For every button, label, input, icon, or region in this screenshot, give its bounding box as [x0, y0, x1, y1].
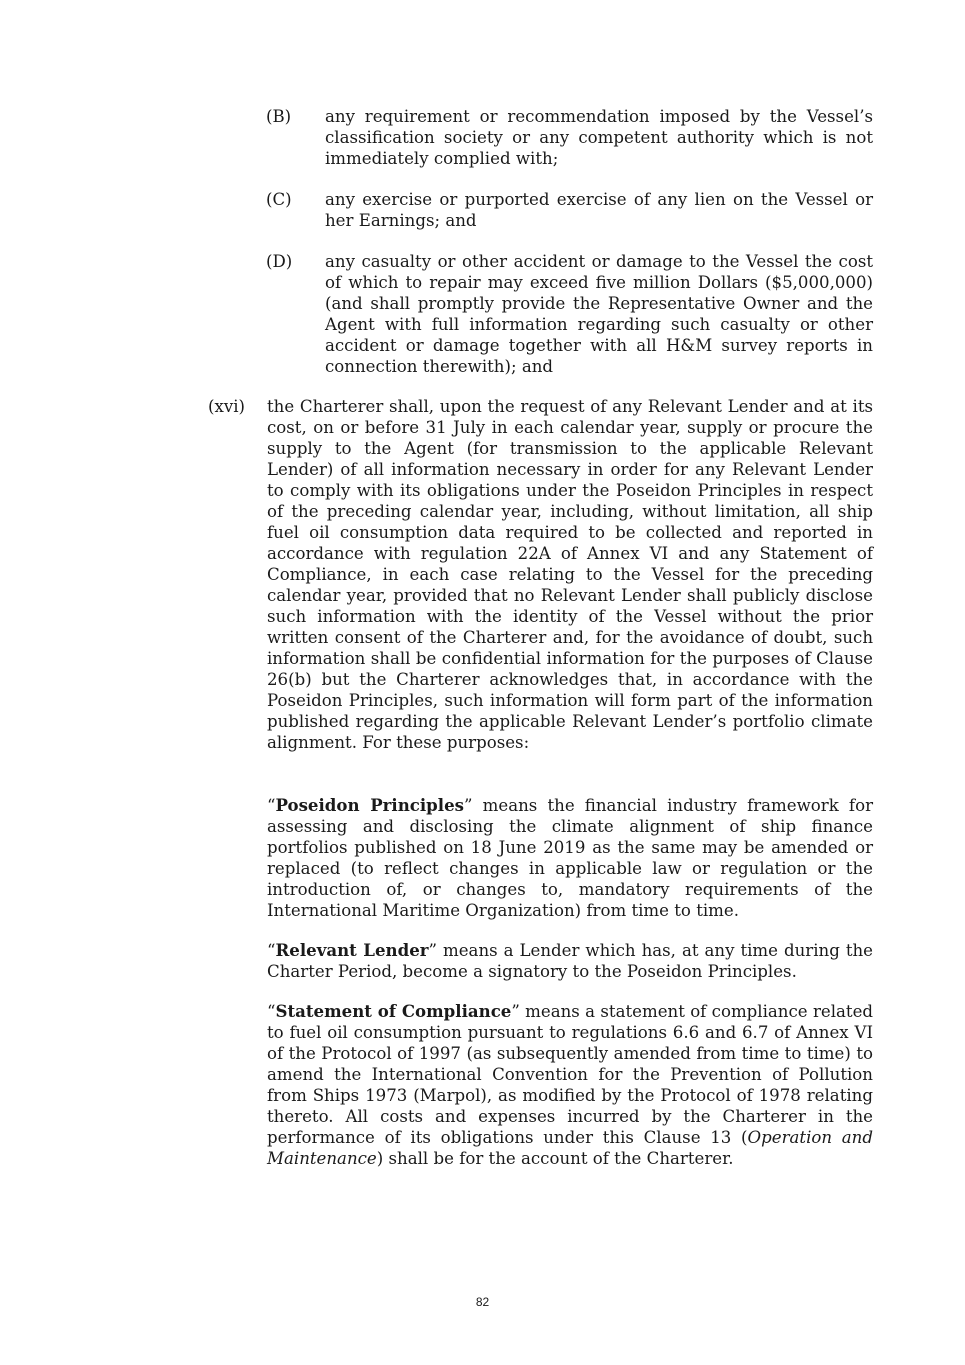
defined-term: Statement of Compliance: [275, 1001, 512, 1021]
close-quote: ”: [464, 796, 473, 815]
item-text-xvi: the Charterer shall, upon the request of any Relevant Lender and at its cost, on or before 31 July in each calendar year, supply or procure the supply to the Agent (for transmission to the applicable Relevant Lender) of all information necessary in order for any Relevant Lender to comply with its obligations under the Poseidon Principles in respect of the preceding calendar year, including, without limitation, all ship fuel oil consumption data required to be collected and reported in accordance with regulation 22A of Annex VI and any Statement of Compliance, in each case relating to the Vessel for the preceding calendar year, provided that no Relevant Lender shall publicly disclose such information with the identity of the Vessel without the prior written consent of the Charterer and, for the avoidance of doubt, such information shall be confidential information for the purposes of Clause 26(b) but the Charterer acknowledges that, in accordance with the Poseidon Principles, such information will form part of the information published regarding the applicable Relevant Lender’s portfolio climate alignment. For these purposes:: [267, 397, 873, 752]
defined-term: Poseidon Principles: [275, 795, 464, 815]
definition-text: means a statement of compliance related to fuel oil consumption pursuant to regulations 6.6 and 6.7 of Annex VI of the Protocol of 1997 (as subsequently amended from time to time) to amend the International Convention for the Prevention of Pollution from Ships 1973 (Marpol), as modified by the Protocol of 1978 relating thereto. All costs and expenses incurred by the Charterer in the performance of its obligations under this Clause 13 (: [267, 1002, 874, 1147]
open-quote: “: [267, 941, 276, 960]
defined-term: Relevant Lender: [275, 940, 429, 960]
definition-text: means the financial industry framework for assessing and disclosing the climate alignment of ship finance portfolios published on 18 June 2019 as the same may be amended or replaced (to reflect changes in applicable law or regulation or the introduction of, or changes to, mandatory requirements of the International Maritime Organization) from time to time.: [267, 796, 873, 920]
definition-statement-of-compliance: [267, 1001, 873, 1169]
item-text-d: any casualty or other accident or damage to the Vessel the cost of which to repair may exceed five million Dollars ($5,000,000) (and shall promptly provide the Representative Owner and the Agent with full information regarding such casualty or other accident or damage together with all H&M survey reports in connection therewith); and: [325, 252, 873, 376]
close-quote: ”: [428, 941, 437, 960]
definition-poseidon-principles: [267, 795, 873, 921]
clause-title-italic: Operation and Maintenance: [267, 1128, 873, 1168]
open-quote: “: [267, 796, 276, 815]
item-label-c: (C): [266, 190, 292, 209]
definition-relevant-lender: [267, 940, 873, 982]
item-text-c: any exercise or purported exercise of any lien on the Vessel or her Earnings; and: [325, 190, 873, 230]
definition-tail: ) shall be for the account of the Charterer.: [376, 1149, 734, 1168]
item-label-b: (B): [266, 107, 292, 126]
close-quote: ”: [511, 1002, 520, 1021]
definition-text: means a Lender which has, at any time during the Charter Period, become a signatory to the Poseidon Principles.: [267, 941, 873, 981]
page-number: 82: [475, 1295, 490, 1309]
item-label-xvi: (xvi): [208, 397, 245, 416]
item-text-b: any requirement or recommendation imposed by the Vessel’s classification society or any competent authority which is not immediately complied with;: [325, 107, 873, 168]
open-quote: “: [267, 1002, 276, 1021]
item-label-d: (D): [266, 252, 293, 271]
